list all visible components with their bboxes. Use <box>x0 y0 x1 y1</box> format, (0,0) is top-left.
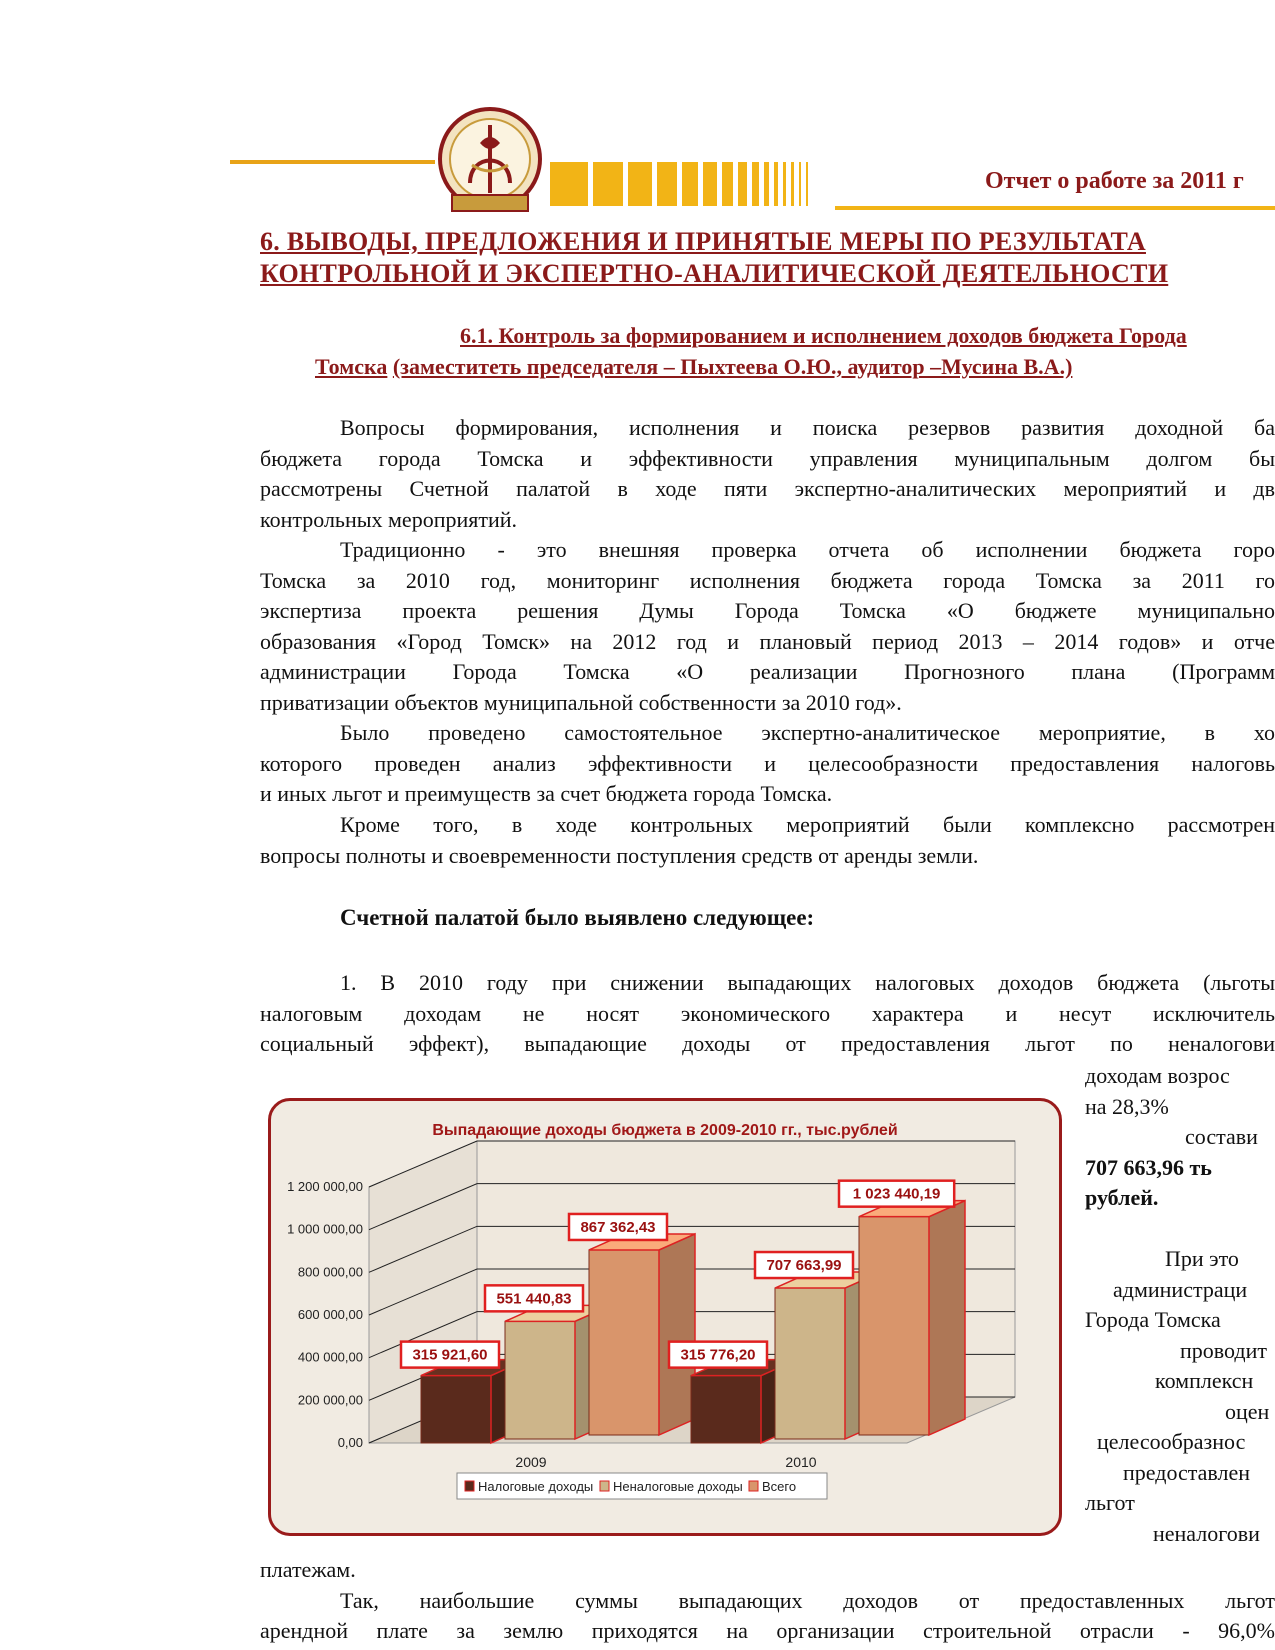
text-line: доходам возрос <box>1085 1063 1230 1088</box>
text-line: вопросы полноты и своевременности поступления средств от аренды земли. <box>260 842 979 868</box>
chart-canvas <box>271 1101 1059 1533</box>
chart-data-label: 707 663,99 <box>766 1257 842 1275</box>
text-line: 1. В 2010 году при снижении выпадающих налоговых доходов бюджета (льготы <box>340 970 1275 995</box>
chart-bar-front <box>859 1217 929 1435</box>
chart-data-label: 315 776,20 <box>680 1346 756 1364</box>
text-line: которого проведен анализ эффективности и целесообразности предоставления налоговь <box>260 750 1275 776</box>
chart-y-tick-label: 200 000,00 <box>297 1392 363 1408</box>
text-line: Вопросы формирования, исполнения и поиска резервов развития доходной ба <box>340 415 1275 440</box>
chart-legend-swatch <box>600 1481 609 1491</box>
text-line: арендной плате за землю приходятся на организации строительной отрасли - 96,0% <box>260 1618 1275 1643</box>
chart-legend-label: Неналоговые доходы <box>613 1479 743 1494</box>
side-text <box>1085 1061 1275 1549</box>
text-line: администрации Города Томска «О реализации Прогнозного плана (Программ <box>260 659 1275 684</box>
text-line: оцен <box>1225 1398 1270 1424</box>
chart-category-label: 2010 <box>785 1454 817 1470</box>
text-line: Традиционно - это внешняя проверка отчета об исполнении бюджета горо <box>340 537 1275 562</box>
chart-category-label: 2009 <box>515 1454 547 1470</box>
subsection-title-line2a: Томска <box>315 354 388 379</box>
chart-y-tick-label: 1 200 000,00 <box>287 1179 363 1194</box>
text-line: Томска за 2010 год, мониторинг исполнения бюджета города Томска за 2011 го <box>260 567 1275 593</box>
text-line: Города Томска <box>1085 1307 1221 1332</box>
paragraph-1 <box>260 413 1275 535</box>
chart-bar-front <box>505 1321 575 1439</box>
chart-legend-label: Налоговые доходы <box>478 1479 594 1494</box>
findings-heading: Счетной палатой было выявлено следующее: <box>340 905 815 930</box>
text-line: бюджета города Томска и эффективности управления муниципальным долгом бы <box>260 445 1275 471</box>
text-line: проводит <box>1180 1337 1267 1363</box>
revenue-chart <box>268 1098 1062 1536</box>
chart-bar-front <box>691 1376 761 1443</box>
chart-legend-swatch <box>749 1481 758 1491</box>
header-rule-right <box>835 206 1275 210</box>
text-line: неналогови <box>1153 1520 1260 1546</box>
chamber-logo <box>430 103 550 223</box>
chart-data-label: 551 440,83 <box>496 1290 572 1308</box>
subsection-title-line1: 6.1. Контроль за формированием и исполнением доходов бюджета Города <box>460 323 1187 348</box>
section-title-line1: 6. ВЫВОДЫ, ПРЕДЛОЖЕНИЯ И ПРИНЯТЫЕ МЕРЫ ПО РЕЗУЛЬТАТА <box>260 227 1146 256</box>
chart-bar-side <box>929 1201 965 1435</box>
text-line: предоставлен <box>1123 1459 1251 1485</box>
text-line: Было проведено самостоятельное экспертно-аналитическое мероприятие, в хо <box>340 720 1275 745</box>
chart-bar-side <box>659 1234 695 1435</box>
paragraph-3 <box>260 718 1275 810</box>
chart-y-tick-label: 0,00 <box>337 1435 363 1450</box>
section-title-line2: КОНТРОЛЬНОЙ И ЭКСПЕРТНО-АНАЛИТИЧЕСКОЙ ДЕЯТЕЛЬНОСТИ <box>260 259 1169 288</box>
text-line: 707 663,96 ть <box>1085 1154 1212 1180</box>
chart-legend-label: Всего <box>762 1479 797 1494</box>
chart-legend-swatch <box>465 1481 474 1491</box>
chart-y-tick-label: 600 000,00 <box>297 1307 363 1322</box>
paragraph-2 <box>260 535 1275 718</box>
text-line: Так, наибольшие суммы выпадающих доходов от предоставленных льгот <box>340 1587 1275 1613</box>
chart-data-label: 315 921,60 <box>412 1346 488 1364</box>
text-line: налоговым доходам не носят экономического характера и несут исключитель <box>260 1000 1275 1026</box>
chart-y-tick-label: 400 000,00 <box>297 1349 363 1365</box>
text-line: на 28,3% <box>1085 1093 1169 1119</box>
text-line <box>1085 1214 1275 1245</box>
text-line: состави <box>1185 1124 1258 1149</box>
text-line: администраци <box>1113 1276 1248 1302</box>
text-line: рассмотрены Счетной палатой в ходе пяти экспертно-аналитических мероприятий и дв <box>260 476 1275 501</box>
report-title: Отчет о работе за 2011 г <box>985 168 1244 194</box>
text-line: рублей. <box>1085 1185 1159 1210</box>
chart-bar-front <box>589 1250 659 1435</box>
header-rule-left <box>230 160 435 164</box>
paragraph-6 <box>260 1555 1275 1647</box>
text-line: комплексн <box>1155 1368 1254 1393</box>
text-line: При это <box>1165 1246 1239 1271</box>
chart-y-tick-label: 1 000 000,00 <box>287 1221 363 1237</box>
text-line: контрольных мероприятий. <box>260 506 518 532</box>
text-line: Кроме того, в ходе контрольных мероприятий были комплексно рассмотрен <box>340 812 1275 837</box>
paragraph-5 <box>260 968 1275 1060</box>
paragraph-4 <box>260 810 1275 871</box>
chart-data-label: 867 362,43 <box>580 1218 656 1236</box>
section-title <box>260 226 1275 290</box>
text-line: льгот <box>1085 1490 1135 1515</box>
chart-y-tick-label: 800 000,00 <box>297 1264 363 1280</box>
text-line: экспертиза проекта решения Думы Города Томска «О бюджете муниципально <box>260 598 1275 623</box>
text-line: целесообразнос <box>1097 1429 1246 1454</box>
chart-title: Выпадающие доходы бюджета в 2009-2010 гг., тыс.рублей <box>432 1122 898 1139</box>
text-line: и иных льгот и преимуществ за счет бюджета города Томска. <box>260 781 833 806</box>
text-line: социальный эффект), выпадающие доходы от предоставления льгот по неналогови <box>260 1031 1275 1056</box>
text-line: приватизации объектов муниципальной собственности за 2010 год». <box>260 689 902 715</box>
subsection-title-line2b: (заместитеть председателя – Пыхтеева О.Ю., аудитор –Мусина В.А.) <box>392 354 1073 379</box>
subsection-title <box>260 320 1275 382</box>
text-line: платежам. <box>260 1557 356 1582</box>
chart-data-label: 1 023 440,19 <box>852 1185 941 1203</box>
chart-bar-front <box>775 1288 845 1439</box>
header-stripe-bars <box>550 162 813 206</box>
text-line: образования «Город Томск» на 2012 год и плановый период 2013 – 2014 годов» и отче <box>260 628 1275 654</box>
chart-bar-front <box>421 1376 491 1443</box>
